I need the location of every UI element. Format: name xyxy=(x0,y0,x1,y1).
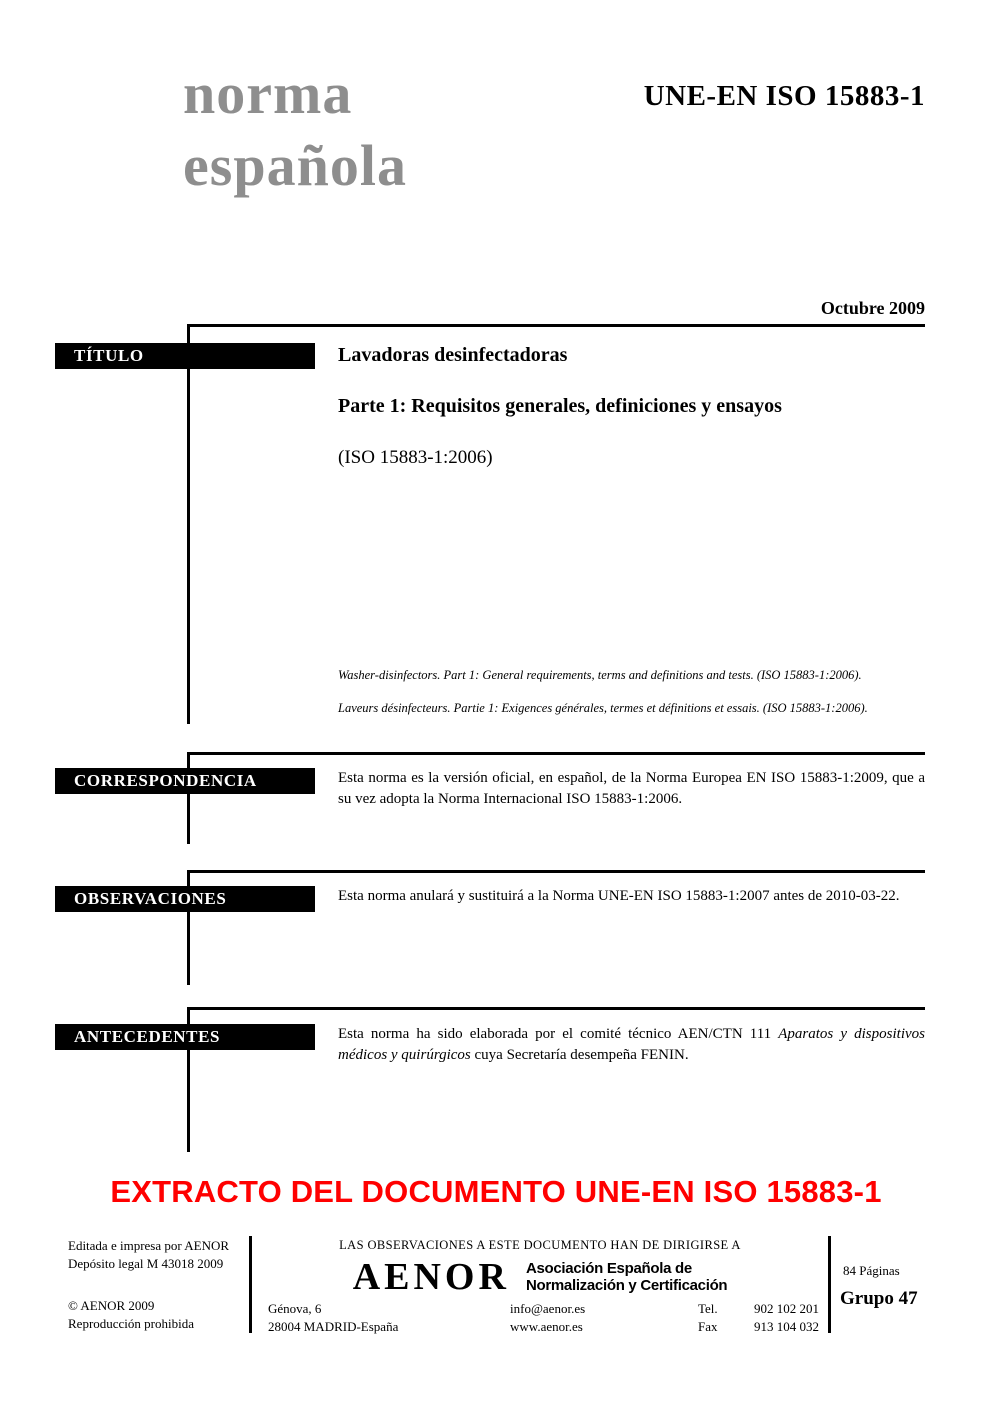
footer-tel-value: 902 102 201 xyxy=(754,1301,819,1316)
footer-copyright xyxy=(68,1297,194,1333)
title-iso-reference: (ISO 15883-1:2006) xyxy=(338,447,493,468)
logo-line-2: española xyxy=(183,133,407,198)
title-english: Washer-disinfectors. Part 1: General requirements, terms and definitions and tests. (ISO 15883-1:2006). xyxy=(338,668,862,682)
antecedentes-body xyxy=(338,1024,925,1066)
footer-divider-right xyxy=(828,1236,831,1333)
aenor-subtitle xyxy=(526,1260,727,1294)
observaciones-label: OBSERVACIONES xyxy=(55,886,315,912)
extract-notice: EXTRACTO DEL DOCUMENTO UNE-EN ISO 15883-1 xyxy=(110,1174,882,1209)
footer-address xyxy=(268,1300,398,1336)
correspondencia-label: CORRESPONDENCIA xyxy=(55,768,315,794)
footer-reproduction-line: Reproducción prohibida xyxy=(68,1316,194,1331)
antecedentes-committee-name: Aparatos y dispositivos médicos y quirúrgicos xyxy=(338,1026,925,1063)
logo-line-1: norma xyxy=(183,61,353,126)
footer-phones xyxy=(698,1300,819,1336)
antecedentes-text-suffix: cuya Secretaría desempeña FENIN. xyxy=(470,1047,689,1063)
antecedentes-top-rule xyxy=(187,1007,925,1010)
norma-espanola-logo xyxy=(183,58,407,202)
aenor-logo xyxy=(252,1255,828,1299)
footer-observations-notice: LAS OBSERVACIONES A ESTE DOCUMENTO HAN DE DIRIGIRSE A xyxy=(339,1238,741,1252)
correspondencia-body: Esta norma es la versión oficial, en español, de la Norma Europea EN ISO 15883-1:2009, que a su vez adopta la Norma Internacional ISO 15883-1:2006. xyxy=(338,770,925,807)
correspondencia-vertical-rule xyxy=(187,752,190,844)
footer-fax-label: Fax xyxy=(698,1319,718,1334)
footer-group: Grupo 47 xyxy=(840,1288,918,1309)
titulo-vertical-rule xyxy=(187,324,190,724)
footer-imprint xyxy=(68,1237,229,1273)
document-code: UNE-EN ISO 15883-1 xyxy=(643,80,925,112)
antecedentes-label: ANTECEDENTES xyxy=(55,1024,315,1050)
footer-email: info@aenor.es xyxy=(510,1301,586,1316)
antecedentes-text-prefix: Esta norma ha sido elaborada por el comité técnico AEN/CTN 111 xyxy=(338,1026,779,1042)
aenor-wordmark: AENOR xyxy=(352,1256,510,1298)
footer-fax-value: 913 104 032 xyxy=(754,1319,819,1334)
footer-copyright-line: © AENOR 2009 xyxy=(68,1298,155,1313)
title-main: Lavadoras desinfectadoras xyxy=(338,344,568,366)
correspondencia-top-rule xyxy=(187,752,925,755)
footer-edited-by: Editada e impresa por AENOR xyxy=(68,1238,230,1253)
publication-date: Octubre 2009 xyxy=(820,298,925,318)
footer-legal-deposit: Depósito legal M 43018 2009 xyxy=(68,1256,224,1271)
footer-city: 28004 MADRID-España xyxy=(268,1319,399,1334)
title-part: Parte 1: Requisitos generales, definiciones y ensayos xyxy=(338,395,782,417)
titulo-top-rule xyxy=(187,324,925,327)
footer-street: Génova, 6 xyxy=(268,1301,322,1316)
footer-website: www.aenor.es xyxy=(510,1319,583,1334)
footer-tel-label: Tel. xyxy=(698,1301,718,1316)
footer-contact-web xyxy=(510,1300,585,1336)
aenor-subtitle-line-1: Asociación Española de xyxy=(525,1260,692,1277)
observaciones-body: Esta norma anulará y sustituirá a la Norma UNE-EN ISO 15883-1:2007 antes de 2010-03-22. xyxy=(338,888,900,904)
titulo-label: TÍTULO xyxy=(55,343,315,369)
title-french: Laveurs désinfecteurs. Partie 1: Exigences générales, termes et définitions et essais. (ISO 15883-1:2006). xyxy=(338,701,868,715)
aenor-subtitle-line-2: Normalización y Certificación xyxy=(525,1277,728,1294)
observaciones-top-rule xyxy=(187,870,925,873)
footer-page-count: 84 Páginas xyxy=(843,1263,900,1278)
